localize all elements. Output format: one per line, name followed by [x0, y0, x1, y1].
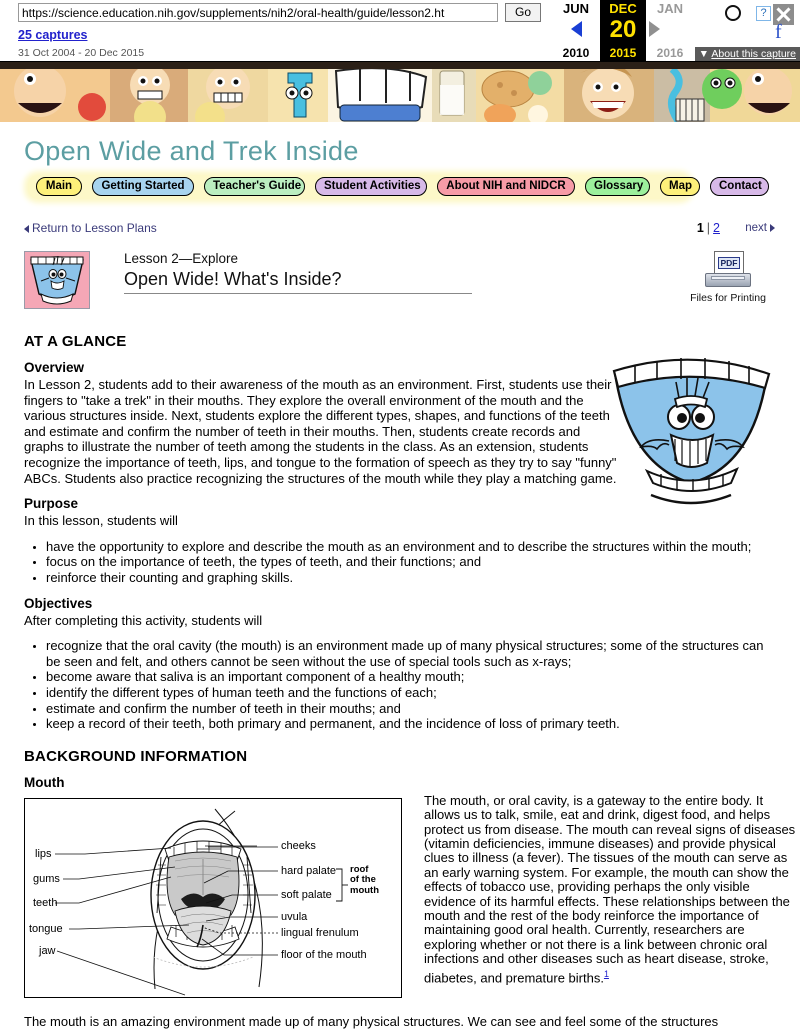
- about-this-capture-label: About this capture: [711, 48, 796, 60]
- circle-logo-icon[interactable]: [725, 5, 741, 21]
- wayback-left-panel: [0, 0, 555, 62]
- next-month-label: JAN: [656, 1, 683, 16]
- return-to-lesson-plans-link[interactable]: [24, 221, 157, 235]
- list-item: • have the opportunity to explore and describe the mouth as an environment and to describe the structures within the mouth;: [46, 539, 776, 555]
- bracket-line-1: roof: [350, 863, 369, 875]
- capture-day: 20: [609, 16, 637, 43]
- next-year-label: 2016: [656, 46, 684, 60]
- nav-pill-about-nih-and-nidcr[interactable]: About NIH and NIDCR: [437, 177, 575, 196]
- wayback-toolbar: [0, 0, 800, 62]
- about-this-capture-button[interactable]: ▼ About this capture: [695, 47, 800, 61]
- diagram-label-tongue: tongue: [29, 922, 63, 935]
- page-number-2-link[interactable]: 2: [713, 221, 720, 235]
- pdf-badge-label: PDF: [718, 257, 740, 269]
- diagram-label-lips: lips: [35, 847, 52, 860]
- nav-pill-student-activities[interactable]: Student Activities: [315, 177, 427, 196]
- bracket-line-2: of the: [350, 874, 376, 886]
- lesson-kicker: Lesson 2—Explore: [124, 251, 239, 266]
- return-link-label: Return to Lesson Plans: [32, 221, 157, 235]
- pdf-printer-icon: [702, 251, 754, 291]
- list-item: • focus on the importance of teeth, the types of teeth, and their functions; and: [46, 554, 776, 570]
- at-a-glance-heading: AT A GLANCE: [24, 333, 127, 350]
- current-year-label: 2015: [600, 46, 646, 60]
- overview-text: In Lesson 2, students add to their awareness of the mouth as an environment. First, students use their fingers to "take a trek" in their mouths. They explore the overall environment of the mouth and the various structures inside. Next, students explore the different types, shapes, and functions of the teeth and estimate and confirm the number of teeth in their mouths. Then, students create records and graphs to illustrate the number of teeth among the students in the class. As an extension, students recognize the importance of teeth, lips, and tongue to the formation of speech as they try to say "funny" ABCs. Students also practice recognizing the structures of the mouth while they play a matching game.: [24, 377, 617, 486]
- lesson-header: [24, 251, 776, 317]
- right-triangle-icon: [770, 224, 775, 232]
- prev-month-label: JUN: [562, 1, 589, 16]
- page-pagination: [697, 221, 720, 235]
- banner-collage-art: [0, 65, 800, 122]
- list-item: • estimate and confirm the number of teeth in their mouths; and: [46, 701, 776, 717]
- diagram-label-lingual-frenulum: lingual frenulum: [281, 926, 359, 939]
- purpose-intro: In this lesson, students will: [24, 513, 178, 529]
- objectives-intro: After completing this activity, students will: [24, 612, 263, 628]
- lesson-thumbnail-art: [25, 252, 89, 308]
- overview-heading: Overview: [24, 360, 85, 375]
- nav-pill-main[interactable]: Main: [36, 177, 82, 196]
- list-item: • become aware that saliva is an important component of a healthy mouth;: [46, 669, 776, 685]
- capture-date-range: 31 Oct 2004 - 20 Dec 2015: [18, 47, 145, 59]
- nav-pill-getting-started[interactable]: Getting Started: [92, 177, 194, 196]
- nav-pill-contact[interactable]: Contact: [710, 177, 769, 196]
- help-icon[interactable]: ?: [756, 6, 771, 21]
- diagram-label-uvula: uvula: [281, 910, 308, 923]
- page-content: [0, 136, 800, 985]
- prev-year-label: 2010: [562, 46, 590, 60]
- list-item: • keep a record of their teeth, both primary and permanent, and the incidence of loss of primary teeth.: [46, 716, 776, 732]
- main-navigation: [28, 175, 762, 199]
- page-title: Open Wide and Trek Inside: [24, 136, 359, 166]
- diagram-label-jaw: jaw: [39, 944, 56, 957]
- purpose-list: [24, 539, 776, 586]
- diagram-label-gums: gums: [33, 872, 60, 885]
- current-month-label: DEC: [609, 1, 637, 16]
- captures-link[interactable]: 25 captures: [18, 28, 88, 42]
- diagram-label-cheeks: cheeks: [281, 839, 316, 852]
- mouth-illustration: [609, 355, 774, 510]
- diagram-label-floor-of-the-mouth: floor of the mouth: [281, 948, 367, 961]
- purpose-heading: Purpose: [24, 496, 79, 512]
- lesson-heading-block: [124, 251, 472, 294]
- objectives-list: [24, 638, 776, 732]
- next-page-link[interactable]: [745, 222, 775, 234]
- list-item: • recognize that the oral cavity (the mouth) is an environment made up of many physical structures; some of the structures can be seen and felt, and others cannot be seen without the use of special tools such as x-rays;: [46, 638, 776, 669]
- files-for-printing-label: Files for Printing: [690, 292, 766, 304]
- previous-capture-arrow-icon[interactable]: [571, 21, 582, 37]
- mouth-illustration-art: [609, 355, 774, 510]
- objectives-heading: Objectives: [24, 595, 93, 611]
- bracket-line-3: mouth: [350, 884, 380, 896]
- diagram-label-teeth: teeth: [33, 896, 58, 909]
- diagram-label-hard-palate: hard palate: [281, 864, 337, 877]
- site-banner-image: [0, 62, 800, 122]
- background-tail-text: The mouth is an amazing environment made up of many physical structures. We can see and feel some of the structures: [24, 1014, 719, 1029]
- left-triangle-icon: [24, 225, 29, 233]
- facebook-icon[interactable]: f: [775, 21, 782, 43]
- wayback-url-row: [18, 3, 541, 22]
- next-capture-arrow-icon[interactable]: [649, 21, 660, 37]
- go-button[interactable]: Go: [505, 3, 541, 22]
- nav-pill-teacher-s-guide[interactable]: Teacher's Guide: [204, 177, 305, 196]
- url-input[interactable]: [18, 3, 498, 22]
- background-information-heading: BACKGROUND INFORMATION: [24, 747, 248, 765]
- lesson-toolbar-row: [24, 219, 776, 243]
- lesson-title: Open Wide! What's Inside?: [124, 269, 472, 294]
- footnote-link-1[interactable]: 1: [603, 968, 609, 979]
- nav-pill-map[interactable]: Map: [660, 177, 700, 196]
- background-text-column: [424, 794, 796, 986]
- list-item: • reinforce their counting and graphing skills.: [46, 570, 776, 586]
- background-text: The mouth, or oral cavity, is a gateway to the entire body. It allows us to talk, smile, eat and drink, digest food, and helps protect us from disease. The mouth can reveal signs of diseases (vitamin deficiencies, immune diseases) and provide physical clues to illness (a fever). The tissues of the mouth can serve as an early warning system. For example, the mouth can show the effects of tobacco use, providing perhaps the only visible evidence of its harmful effects. These relationships between the mouth and the rest of the body reinforce the importance of maintaining good oral health. Currently, researchers are exploring whether or not there is a link between chronic oral infections and other diseases such as heart disease, stroke, diabetes, and premature births.: [424, 792, 796, 985]
- next-link-label: next: [745, 222, 767, 234]
- mouth-subheading: Mouth: [24, 774, 65, 790]
- list-item: • identify the different types of human teeth and the functions of each;: [46, 685, 776, 701]
- files-for-printing-button[interactable]: [682, 251, 774, 304]
- page-number-current: 1: [696, 221, 704, 235]
- nav-pill-glossary[interactable]: Glossary: [585, 177, 650, 196]
- pagination-separator: |: [706, 221, 711, 235]
- lesson-thumbnail-icon[interactable]: [24, 251, 90, 309]
- mouth-diagram-figure: [24, 798, 402, 998]
- diagram-label-soft-palate: soft palate: [281, 888, 332, 901]
- overview-section: [24, 360, 776, 732]
- wayback-timeline: [553, 0, 703, 62]
- diagram-bracket-label: [350, 865, 379, 897]
- printer-slot-shape: [711, 276, 745, 280]
